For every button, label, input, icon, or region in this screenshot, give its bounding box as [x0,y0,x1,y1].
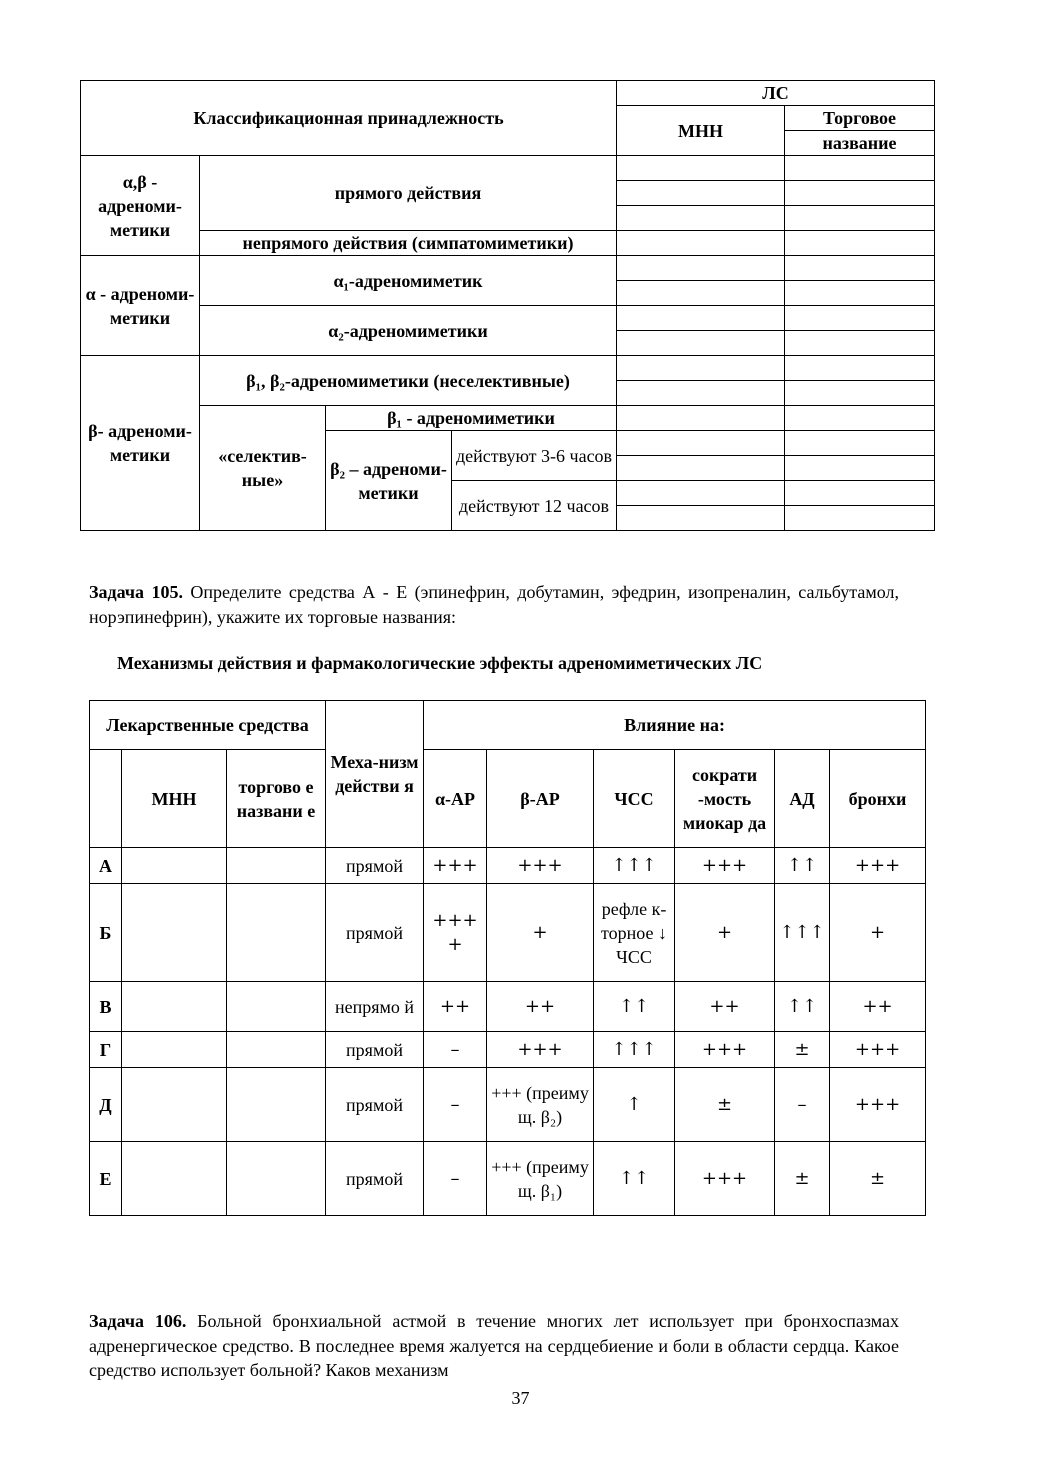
row-bp: ± [775,1032,830,1068]
row-beta: +++ [487,1032,594,1068]
table-row [90,1142,926,1216]
row-bronchi: +++ [830,1032,926,1068]
row-alpha: – [424,1032,487,1068]
task-105-label: Задача 105. [89,582,183,602]
cell [617,206,785,231]
cell [785,456,935,481]
row-ab-group: α,β - адреноми-метики [81,156,200,256]
header-contract: сократи -мость миокар да [675,750,775,848]
task-106-label: Задача 106. [89,1311,187,1331]
row-mech: прямой [326,1142,424,1216]
row-bp: – [775,1068,830,1142]
cell [617,156,785,181]
header-mnn: МНН [122,750,227,848]
cell [785,481,935,506]
row-beta: +++ [487,848,594,884]
row-id: Д [90,1068,122,1142]
cell [785,206,935,231]
row-b-group: β- адреноми-метики [81,356,200,531]
header-trade-name-2: название [785,131,935,156]
row-mech: прямой [326,1032,424,1068]
row-alpha: +++ [424,848,487,884]
row-hr: ↑↑↑ [594,848,675,884]
cell [785,281,935,306]
row-b2-long: действуют 12 часов [452,481,617,531]
header-bronchi: бронхи [830,750,926,848]
cell [617,231,785,256]
row-alpha: +++ + [424,884,487,982]
task-105-text: Определите средства А - Е (эпинефрин, добутамин, эфедрин, изопреналин, сальбутамол, норэпинефрин), укажите их торговые названия: [89,582,899,627]
task-106-text: Больной бронхиальной астмой в течение многих лет использует при бронхоспазмах адренергическое средство. В последнее время жалуется на сердцебиение и боли в области сердца. Какое средство использует больной? Каков механизм [89,1311,899,1380]
cell [617,481,785,506]
header-mechanism: Меха-низм действи я [326,701,424,848]
row-a2: α₂-адреномиметики [200,306,617,356]
row-mech: прямой [326,848,424,884]
row-id: А [90,848,122,884]
row-trade [227,1142,326,1216]
row-beta: + [487,884,594,982]
table-row [90,1032,926,1068]
row-bp: ↑↑ [775,848,830,884]
row-mnn [122,884,227,982]
row-beta: +++ (преиму щ. β₁) [487,1142,594,1216]
header-alpha: α-АР [424,750,487,848]
task-105-paragraph [89,580,899,629]
cell [617,506,785,531]
table-row [90,1068,926,1142]
row-mech: прямой [326,1068,424,1142]
row-contract: ± [675,1068,775,1142]
row-bronchi: ± [830,1142,926,1216]
header-influence: Влияние на: [424,701,926,750]
table-row [90,982,926,1032]
header-id [90,750,122,848]
cell [617,356,785,381]
cell [617,381,785,406]
row-b1: β₁ - адреномиметики [326,406,617,431]
row-trade [227,884,326,982]
row-beta: +++ (преиму щ. β₂) [487,1068,594,1142]
row-bronchi: +++ [830,1068,926,1142]
cell [617,256,785,281]
classification-table [80,80,935,531]
header-classification: Классификационная принадлежность [81,81,617,156]
row-mnn [122,1142,227,1216]
table2-title: Механизмы действия и фармакологические эффекты адреномиметических ЛС [117,653,763,673]
cell [785,331,935,356]
cell [785,256,935,281]
header-trade: торгово е названи е [227,750,326,848]
page-number: 37 [511,1388,530,1408]
row-b2-short: действуют 3-6 часов [452,431,617,481]
row-trade [227,1032,326,1068]
row-selective: «селектив-ные» [200,406,326,531]
cell [785,231,935,256]
row-mech: прямой [326,884,424,982]
cell [785,406,935,431]
cell [617,181,785,206]
row-hr: ↑↑ [594,982,675,1032]
row-contract: ++ [675,982,775,1032]
row-bp: ± [775,1142,830,1216]
header-trade-name: Торговое [785,106,935,131]
row-alpha: ++ [424,982,487,1032]
row-bp: ↑↑ [775,982,830,1032]
row-mnn [122,848,227,884]
row-alpha: – [424,1068,487,1142]
row-contract: + [675,884,775,982]
effects-table [89,700,926,1216]
row-bronchi: +++ [830,848,926,884]
row-mech: непрямо й [326,982,424,1032]
row-contract: +++ [675,1142,775,1216]
row-hr: рефле к- торное ↓ ЧСС [594,884,675,982]
row-mnn [122,982,227,1032]
row-hr: ↑ [594,1068,675,1142]
cell [785,506,935,531]
cell [617,306,785,331]
header-beta: β-АР [487,750,594,848]
cell [785,356,935,381]
row-bronchi: + [830,884,926,982]
table-row [90,884,926,982]
row-a1: α₁-адреномиметик [200,256,617,306]
row-alpha: – [424,1142,487,1216]
cell [617,331,785,356]
row-indirect: непрямого действия (симпатомиметики) [200,231,617,256]
row-b1b2: β₁, β₂-адреномиметики (неселективные) [200,356,617,406]
row-beta: ++ [487,982,594,1032]
row-mnn [122,1032,227,1068]
cell [785,431,935,456]
row-contract: +++ [675,848,775,884]
row-id: В [90,982,122,1032]
row-b2: β₂ – адреноми-метики [326,431,452,531]
header-bp: АД [775,750,830,848]
cell [617,456,785,481]
row-mnn [122,1068,227,1142]
row-contract: +++ [675,1032,775,1068]
row-a-group: α - адреноми-метики [81,256,200,356]
row-id: Г [90,1032,122,1068]
row-trade [227,982,326,1032]
cell [617,406,785,431]
row-bronchi: ++ [830,982,926,1032]
header-hr: ЧСС [594,750,675,848]
row-id: Е [90,1142,122,1216]
row-trade [227,848,326,884]
row-direct: прямого действия [200,156,617,231]
cell [617,431,785,456]
cell [785,306,935,331]
table-row [90,848,926,884]
header-drugs: Лекарственные средства [90,701,326,750]
header-mnn: МНН [617,106,785,156]
cell [617,281,785,306]
cell [785,381,935,406]
cell [785,181,935,206]
row-hr: ↑↑↑ [594,1032,675,1068]
row-trade [227,1068,326,1142]
task-106-paragraph [89,1309,899,1383]
row-bp: ↑↑↑ [775,884,830,982]
row-id: Б [90,884,122,982]
row-hr: ↑↑ [594,1142,675,1216]
cell [785,156,935,181]
header-ls: ЛС [617,81,935,106]
